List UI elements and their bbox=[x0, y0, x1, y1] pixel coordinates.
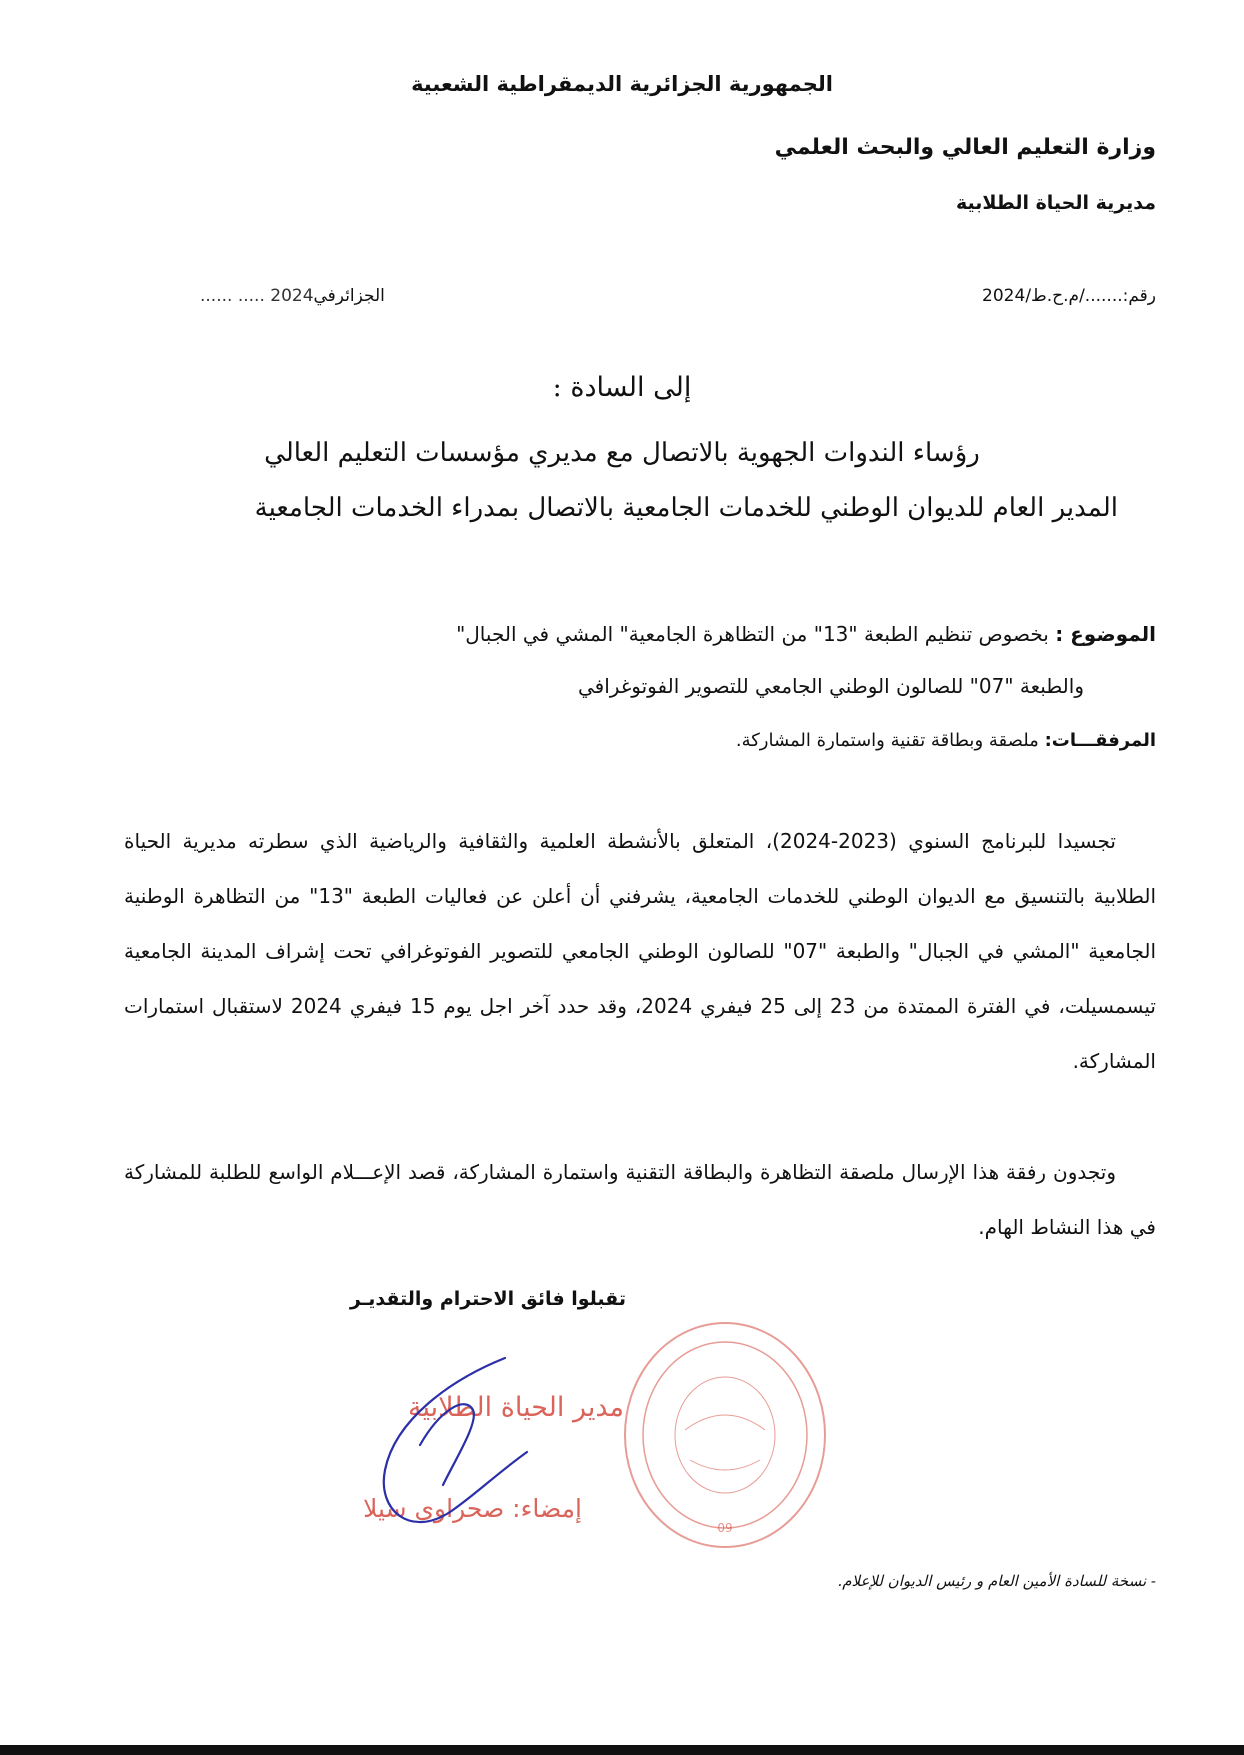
subject-text-1: بخصوص تنظيم الطبعة "13" من التظاهرة الجامعية" المشي في الجبال" bbox=[456, 622, 1049, 646]
subject-line-2: والطبعة "07" للصالون الوطني الجامعي للتصوير الفوتوغرافي bbox=[578, 674, 1084, 698]
attachments-label: المرفقـــات: bbox=[1044, 730, 1156, 751]
republic-header: الجمهورية الجزائرية الديمقراطية الشعبية bbox=[411, 72, 833, 96]
svg-text:09: 09 bbox=[717, 1521, 733, 1535]
place-date bbox=[200, 286, 385, 306]
carbon-copy-note: - نسخة للسادة الأمين العام و رئيس الديوان للإعلام. bbox=[837, 1572, 1156, 1590]
attachments-line bbox=[736, 730, 1156, 751]
date-dots: 2024 ..... ...... bbox=[200, 286, 314, 306]
body-paragraph-1: تجسيدا للبرنامج السنوي (2023-2024)، المتعلق بالأنشطة العلمية والثقافية والرياضية الذي سطرته مديرية الحياة الطلابية بالتنسيق مع الديوان الوطني للخدمات الجامعية، يشرفني أن أعلن عن فعاليات الطبعة "13" من التظاهرة الوطنية الجامعية "المشي في الجبال" والطبعة "07" للصالون الوطني الجامعي للتصوير الفوتوغرافي تحت إشراف المدينة الجامعية تيسمسيلت، في الفترة الممتدة من 23 إلى 25 فيفري 2024، وقد حدد آخر اجل يوم 15 فيفري 2024 لاستقبال استمارات المشاركة. bbox=[124, 829, 1156, 1073]
address-title: إلى السادة : bbox=[552, 372, 692, 403]
attachments-text: ملصقة وبطاقة تقنية واستمارة المشاركة. bbox=[735, 730, 1039, 751]
place-label: الجزائرفي bbox=[313, 286, 385, 306]
scan-border bbox=[0, 1745, 1244, 1755]
reference-number: رقم:......./م.ح.ط/2024 bbox=[982, 286, 1156, 306]
signatory-name: إمضاء: صحراوي سيلا bbox=[363, 1494, 582, 1523]
official-stamp bbox=[615, 1310, 835, 1560]
directorate-header: مديرية الحياة الطلابية bbox=[955, 192, 1156, 214]
address-line-2: المدير العام للديوان الوطني للخدمات الجامعية بالاتصال بمدراء الخدمات الجامعية bbox=[254, 493, 1118, 523]
closing-salutation: تقبلوا فائق الاحترام والتقديـر bbox=[349, 1288, 626, 1310]
subject-label: الموضوع : bbox=[1055, 622, 1156, 646]
ministry-header: وزارة التعليم العالي والبحث العلمي bbox=[774, 135, 1156, 160]
body-paragraph-2: وتجدون رفقة هذا الإرسال ملصقة التظاهرة والبطاقة التقنية واستمارة المشاركة، قصد الإعـــلام الواسع للطلبة للمشاركة في هذا النشاط الهام. bbox=[124, 1160, 1156, 1239]
address-line-1: رؤساء الندوات الجهوية بالاتصال مع مديري مؤسسات التعليم العالي bbox=[264, 438, 980, 468]
handwritten-signature bbox=[355, 1350, 555, 1540]
signatory-title: مدير الحياة الطلابية bbox=[407, 1392, 624, 1423]
subject-line-1 bbox=[456, 622, 1156, 646]
